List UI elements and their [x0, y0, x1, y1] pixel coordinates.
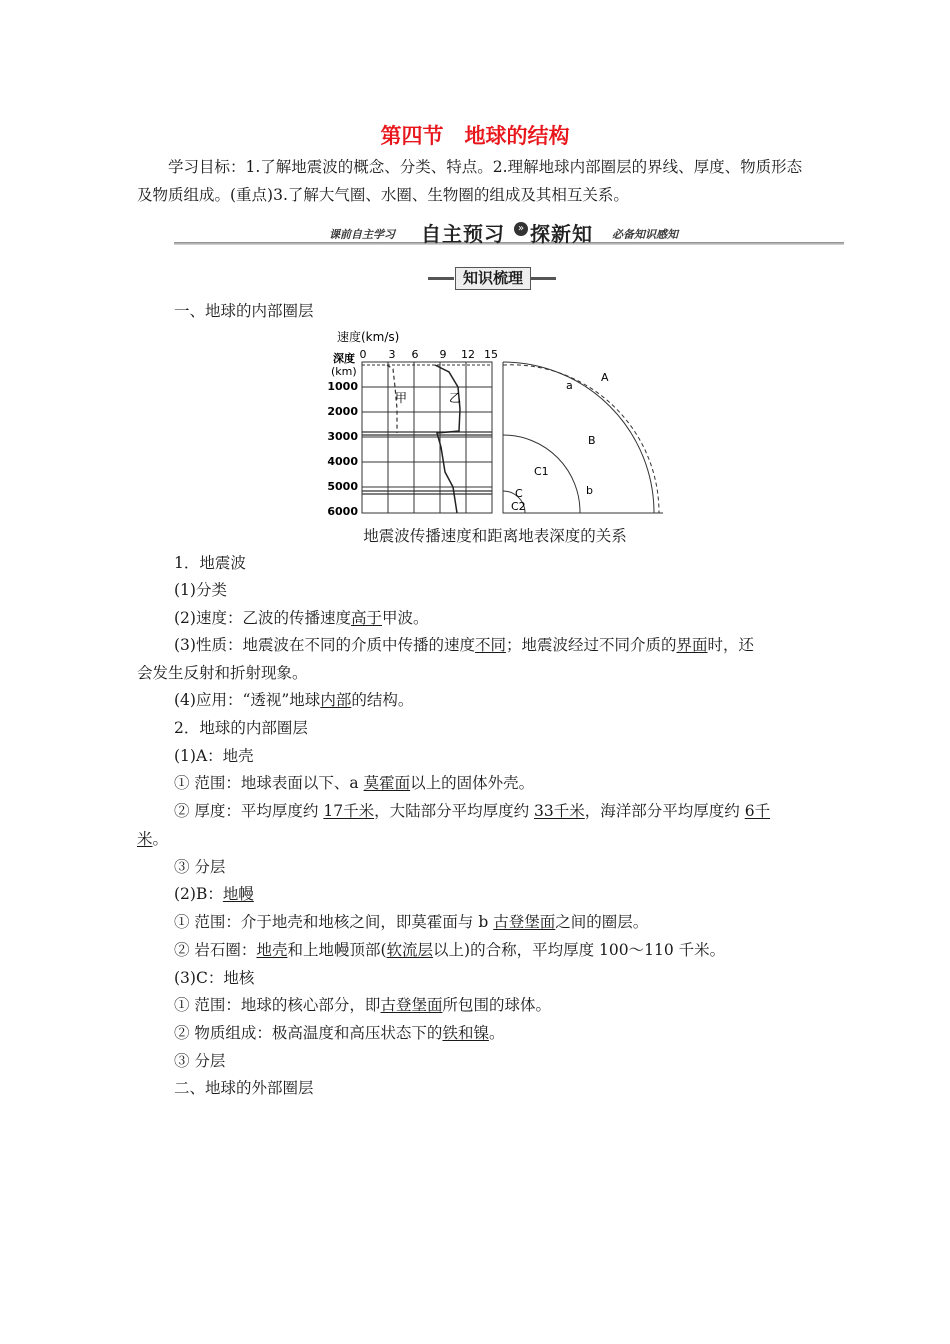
- body-line: [174, 1078, 314, 1098]
- underlined-answer: 地幔: [222, 885, 254, 903]
- depth-tick: 5000: [327, 480, 358, 493]
- body-line: [137, 829, 168, 849]
- layer-label-B: B: [588, 434, 596, 447]
- body-line: [174, 635, 754, 655]
- line-text: (2)B：: [174, 885, 223, 903]
- underlined-answer: 地壳: [256, 941, 288, 959]
- seismic-wave-figure: [325, 327, 670, 522]
- line-text: ，海洋部分平均厚度约: [584, 802, 745, 820]
- section-label-box: [428, 267, 556, 289]
- line-text: ② 厚度：平均厚度约: [174, 802, 324, 820]
- body-line: [174, 773, 534, 793]
- figure-caption: 地震波传播速度和距离地表深度的关系: [363, 527, 627, 545]
- wave-yi-label: 乙: [449, 391, 462, 405]
- underlined-answer: 莫霍面: [363, 774, 411, 792]
- speed-axis-label: 速度(km/s): [337, 330, 400, 344]
- body-line: [174, 912, 648, 932]
- line-text: 以上)的合称，平均厚度 100～110 千米。: [433, 941, 726, 959]
- body-line: [174, 940, 725, 960]
- underlined-answer: 内部: [320, 691, 352, 709]
- body-line: [174, 995, 551, 1015]
- depth-tick: 2000: [327, 405, 358, 418]
- depth-axis-label: 深度: [333, 352, 355, 365]
- line-text: 2．地球的内部圈层: [174, 719, 308, 737]
- line-text: 和上地幔顶部(: [287, 941, 387, 959]
- figure-svg: [325, 327, 670, 522]
- line-text: ① 范围：地球的核心部分，即: [174, 996, 381, 1014]
- body-line: [174, 801, 770, 821]
- line-text: (1)分类: [174, 581, 227, 599]
- banner-rule: [174, 242, 844, 245]
- speed-tick: 6: [411, 348, 419, 361]
- depth-tick: 3000: [327, 430, 358, 443]
- banner-right-label: 必备知识感知: [612, 228, 678, 241]
- learning-objectives: 学习目标：1.了解地震波的概念、分类、特点。2.理解地球内部圈层的界线、厚度、物质形态及物质组成。(重点)3.了解大气圈、水圈、生物圈的组成及其相互关系。: [137, 158, 803, 204]
- banner-left-label: 课前自主学习: [329, 228, 395, 241]
- underlined-answer: 17千米: [323, 802, 375, 820]
- line-text: ② 岩石圈：: [174, 941, 257, 959]
- layer-label-C: C: [515, 487, 523, 500]
- body-line: [137, 663, 308, 683]
- layer-label-C2: C2: [511, 500, 526, 513]
- label-bar-right: [531, 277, 556, 280]
- heading-inner-layers: 一、地球的内部圈层: [174, 302, 314, 320]
- underlined-answer: 高于: [350, 609, 382, 627]
- body-line: [174, 746, 254, 766]
- body-line: [174, 718, 308, 738]
- line-text: 。: [488, 1024, 505, 1042]
- underlined-answer: 古登堡面: [493, 913, 556, 931]
- line-text: ③ 分层: [174, 858, 226, 876]
- line-text: 二、地球的外部圈层: [174, 1079, 314, 1097]
- layer-label-a: a: [566, 379, 573, 392]
- line-text: (2)速度：乙波的传播速度: [174, 609, 351, 627]
- layer-label-C1: C1: [534, 465, 549, 478]
- banner-main-label-2: 探新知: [530, 222, 593, 246]
- banner-main-label: 自主预习: [421, 222, 505, 246]
- body-line: [174, 553, 246, 573]
- depth-tick: 4000: [327, 455, 358, 468]
- line-text: 时，还: [707, 636, 755, 654]
- section-label: 知识梳理: [455, 267, 531, 290]
- depth-tick: 1000: [327, 380, 358, 393]
- line-text: ② 物质组成：极高温度和高压状态下的: [174, 1024, 443, 1042]
- line-text: 。: [152, 830, 169, 848]
- depth-axis-unit: (km): [331, 365, 357, 378]
- body-line: [174, 857, 225, 877]
- speed-tick: 15: [484, 348, 498, 361]
- speed-tick: 0: [359, 348, 367, 361]
- line-text: 会发生反射和折射现象。: [137, 664, 308, 682]
- body-line: [174, 690, 413, 710]
- label-bar-left: [428, 277, 454, 280]
- line-text: 甲波。: [381, 609, 429, 627]
- body-line: [174, 608, 429, 628]
- underlined-answer: 古登堡面: [380, 996, 443, 1014]
- line-text: (1)A：地壳: [174, 747, 254, 765]
- body-line: [174, 968, 254, 988]
- underlined-answer: 界面: [676, 636, 708, 654]
- depth-tick: 6000: [327, 505, 358, 518]
- body-line: [174, 1051, 225, 1071]
- speed-tick: 12: [461, 348, 475, 361]
- body-line: [174, 884, 254, 904]
- underlined-answer: 米: [137, 830, 153, 848]
- line-text: ；地震波经过不同介质的: [505, 636, 677, 654]
- underlined-answer: 铁和镍: [442, 1024, 489, 1042]
- layer-label-A: A: [601, 371, 609, 384]
- line-text: ① 范围：地球表面以下、a: [174, 774, 364, 792]
- line-text: 1．地震波: [174, 554, 246, 572]
- underlined-answer: 6千: [744, 802, 771, 820]
- chevron-right-icon: »: [514, 222, 528, 236]
- underlined-answer: 33千米: [534, 802, 585, 820]
- line-text: ③ 分层: [174, 1052, 226, 1070]
- line-text: 以上的固体外壳。: [410, 774, 535, 792]
- line-text: ① 范围：介于地壳和地核之间，即莫霍面与 b: [174, 913, 494, 931]
- line-text: ，大陆部分平均厚度约: [374, 802, 535, 820]
- underlined-answer: 不同: [474, 636, 506, 654]
- page-title: 第四节 地球的结构: [380, 124, 570, 148]
- speed-tick: 9: [439, 348, 447, 361]
- layer-label-b: b: [586, 484, 593, 497]
- body-line: [174, 580, 227, 600]
- speed-tick: 3: [388, 348, 396, 361]
- body-line: [174, 1023, 504, 1043]
- section-banner: [174, 218, 844, 248]
- line-text: 的结构。: [351, 691, 414, 709]
- line-text: 之间的圈层。: [555, 913, 649, 931]
- line-text: (3)性质：地震波在不同的介质中传播的速度: [174, 636, 475, 654]
- underlined-answer: 软流层: [386, 941, 434, 959]
- line-text: (4)应用：“透视”地球: [174, 691, 321, 709]
- line-text: (3)C：地核: [174, 969, 255, 987]
- wave-jia-label: 甲: [395, 391, 408, 405]
- line-text: 所包围的球体。: [442, 996, 551, 1014]
